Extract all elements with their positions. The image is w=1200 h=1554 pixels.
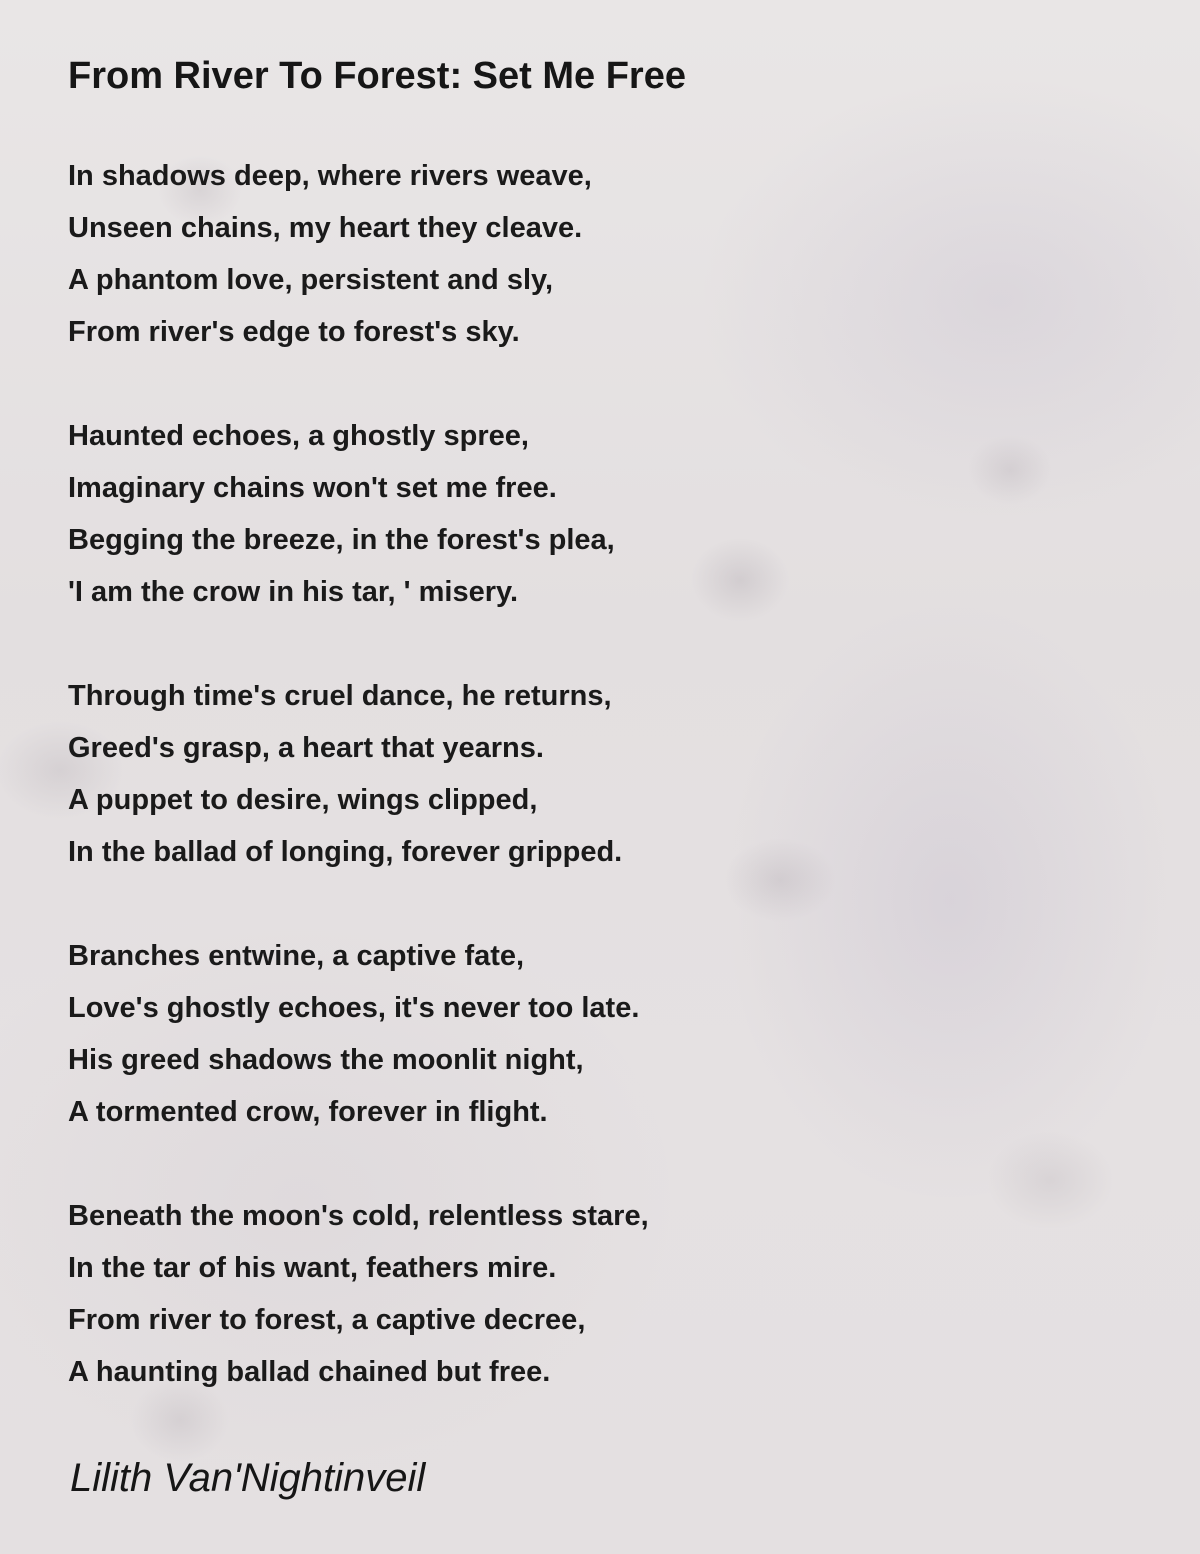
poem-line: From river's edge to forest's sky. xyxy=(68,316,520,348)
stanza-5 xyxy=(68,1190,968,1398)
poem-line: In the ballad of longing, forever gripped. xyxy=(68,836,623,868)
poem-line: Begging the breeze, in the forest's plea, xyxy=(68,524,615,556)
poem-line: Greed's grasp, a heart that yearns. xyxy=(68,732,544,764)
poem-line: A haunting ballad chained but free. xyxy=(68,1356,551,1388)
poem-author: Lilith Van'Nightinveil xyxy=(70,1456,426,1500)
poem-line: Through time's cruel dance, he returns, xyxy=(68,680,612,712)
poem-line: Imaginary chains won't set me free. xyxy=(68,472,557,504)
poem-line: 'I am the crow in his tar, ' misery. xyxy=(68,576,519,608)
poem-line: In the tar of his want, feathers mire. xyxy=(68,1252,557,1284)
stanza-3 xyxy=(68,670,968,878)
poem-line: In shadows deep, where rivers weave, xyxy=(68,160,592,192)
poem-line: A tormented crow, forever in flight. xyxy=(68,1096,548,1128)
poem-line: Beneath the moon's cold, relentless stare, xyxy=(68,1200,649,1232)
poem-line: Unseen chains, my heart they cleave. xyxy=(68,212,583,244)
poem-line: A phantom love, persistent and sly, xyxy=(68,264,554,296)
stanza-4 xyxy=(68,930,968,1138)
poem-line: From river to forest, a captive decree, xyxy=(68,1304,586,1336)
poem-line: A puppet to desire, wings clipped, xyxy=(68,784,538,816)
poem-line: His greed shadows the moonlit night, xyxy=(68,1044,584,1076)
stanza-2 xyxy=(68,410,968,618)
poem-line: Love's ghostly echoes, it's never too late. xyxy=(68,992,640,1024)
poem-line: Haunted echoes, a ghostly spree, xyxy=(68,420,529,452)
stanza-1 xyxy=(68,150,968,358)
poem-title: From River To Forest: Set Me Free xyxy=(68,55,686,97)
poem-body xyxy=(68,150,968,1450)
poem-line: Branches entwine, a captive fate, xyxy=(68,940,525,972)
